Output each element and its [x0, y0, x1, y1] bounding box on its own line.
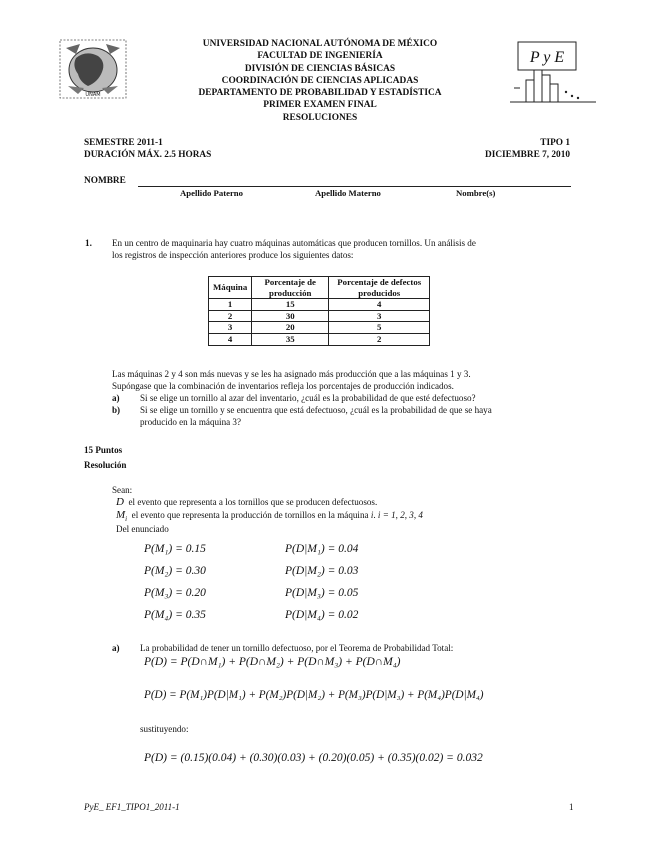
d-definition-text: el evento que representa a los tornillos que se producen defectuosos.: [128, 497, 378, 507]
table-cell: 2: [329, 333, 430, 345]
pye-logo: [508, 40, 598, 108]
resolution-heading: Resolución: [84, 460, 127, 470]
table-cell: 20: [252, 322, 329, 334]
question-a-label: a): [112, 393, 120, 403]
del-enunciado: Del enunciado: [116, 524, 169, 534]
solution-a-label: a): [112, 643, 120, 653]
prob-m4: P(M₄) = 0.35: [144, 609, 206, 621]
label-paterno: Apellido Paterno: [180, 188, 243, 198]
label-materno: Apellido Materno: [315, 188, 381, 198]
d-definition: D el evento que representa a los tornillos que se producen defectuosos.: [116, 496, 378, 508]
table-cell: 3: [329, 310, 430, 322]
prob-d-given-m4: P(D|M₄) = 0.02: [285, 609, 359, 621]
table-cell: 1: [209, 299, 252, 311]
table-row: [209, 310, 430, 322]
question-b-line: producido en la máquina 3?: [140, 416, 242, 427]
m-definition-text: el evento que representa la producción de tornillos en la máquina: [131, 510, 369, 520]
table-cell: 4: [209, 333, 252, 345]
problem-number: 1.: [85, 238, 92, 248]
context-line: Supóngase que la combinación de inventarios refleja los porcentajes de producción indicados.: [112, 380, 454, 391]
prob-d-given-m2: P(D|M₂) = 0.03: [285, 565, 359, 577]
table-header-row: [209, 277, 430, 299]
equation-total-probability: P(D) = P(D∩M₁) + P(D∩M₂) + P(D∩M₃) + P(D∩M₄): [144, 656, 401, 668]
question-b-label: b): [112, 405, 121, 415]
equation-expanded: P(D) = P(M₁)P(D|M₁) + P(M₂)P(D|M₂) + P(M₃)P(D|M₃) + P(M₄)P(D|M₄): [144, 689, 484, 701]
question-b-text: [140, 405, 580, 428]
table-cell: 4: [329, 299, 430, 311]
unam-logo: [58, 38, 128, 100]
prob-d-given-m1: P(D|M₁) = 0.04: [285, 543, 359, 555]
institution-header: [170, 38, 470, 124]
table-cell: 3: [209, 322, 252, 334]
solution-a-text: La probabilidad de tener un tornillo defectuoso, por el Teorema de Probabilidad Total:: [140, 643, 454, 653]
prob-d-given-m3: P(D|M₃) = 0.05: [285, 587, 359, 599]
table-cell: 2: [209, 310, 252, 322]
question-a-text: Si se elige un tornillo al azar del inventario, ¿cuál es la probabilidad de que esté defectuoso?: [140, 393, 476, 403]
table-cell: 35: [252, 333, 329, 345]
name-underline: [138, 186, 571, 187]
header-produccion: Porcentaje de producción: [252, 277, 329, 299]
question-b-line: Si se elige un tornillo y se encuentra que está defectuoso, ¿cuál es la probabilidad de que se haya: [140, 405, 492, 415]
table-row: [209, 322, 430, 334]
header-line: RESOLUCIONES: [282, 112, 358, 123]
svg-text:UNAM: UNAM: [85, 92, 101, 98]
footer-code: PyE_ EF1_TIPO1_2011-1: [84, 802, 180, 812]
m-definition: $M_i$ el evento que representa la producción de tornillos en la máquina i. i = 1, 2, 3, 4: [116, 509, 423, 524]
semester-info: [84, 137, 211, 161]
header-defectos: Porcentaje de defectos producidos: [329, 277, 430, 299]
exam-type-info: [440, 137, 570, 161]
header-line: DIVISIÓN DE CIENCIAS BÁSICAS: [244, 63, 396, 74]
m-index: i = 1, 2, 3, 4: [377, 510, 423, 520]
exam-date: DICIEMBRE 7, 2010: [485, 150, 570, 160]
page-number: 1: [569, 802, 574, 812]
header-line: UNIVERSIDAD NACIONAL AUTÓNOMA DE MÉXICO: [202, 39, 438, 49]
problem-context: [112, 369, 582, 392]
data-table: [208, 276, 430, 346]
prob-m1: P(M₁) = 0.15: [144, 543, 206, 555]
semester: SEMESTRE 2011-1: [84, 138, 163, 148]
table-cell: 15: [252, 299, 329, 311]
table-cell: 5: [329, 322, 430, 334]
problem-intro-line: los registros de inspección anteriores produce los siguientes datos:: [112, 249, 354, 260]
name-label: NOMBRE: [84, 176, 126, 186]
header-maquina: Máquina: [209, 277, 252, 299]
problem-intro-line: En un centro de maquinaria hay cuatro máquinas automáticas que producen tornillos. Un análisis de: [112, 238, 476, 248]
context-line: Las máquinas 2 y 4 son más nuevas y se les ha asignado más producción que a las máquinas 1 y 3.: [112, 369, 471, 379]
prob-m3: P(M₃) = 0.20: [144, 587, 206, 599]
table-cell: 30: [252, 310, 329, 322]
table-row: [209, 299, 430, 311]
exam-type: TIPO 1: [540, 138, 570, 148]
problem-intro: [112, 238, 572, 261]
table-row: [209, 333, 430, 345]
header-line: DEPARTAMENTO DE PROBABILIDAD Y ESTADÍSTICA: [198, 88, 442, 99]
pye-logo-text: P y E: [529, 49, 565, 66]
prob-m2: P(M₂) = 0.30: [144, 565, 206, 577]
sean-label: Sean:: [112, 485, 133, 495]
substituting-label: sustituyendo:: [140, 724, 189, 734]
header-line: PRIMER EXAMEN FINAL: [263, 100, 377, 111]
label-nombres: Nombre(s): [456, 188, 496, 198]
points-label: 15 Puntos: [84, 445, 123, 455]
header-line: COORDINACIÓN DE CIENCIAS APLICADAS: [221, 75, 419, 86]
duration: DURACIÓN MÁX. 2.5 HORAS: [84, 150, 212, 160]
header-line: FACULTAD DE INGENIERÍA: [257, 51, 383, 62]
equation-result: P(D) = (0.15)(0.04) + (0.30)(0.03) + (0.20)(0.05) + (0.35)(0.02) = 0.032: [144, 752, 483, 764]
